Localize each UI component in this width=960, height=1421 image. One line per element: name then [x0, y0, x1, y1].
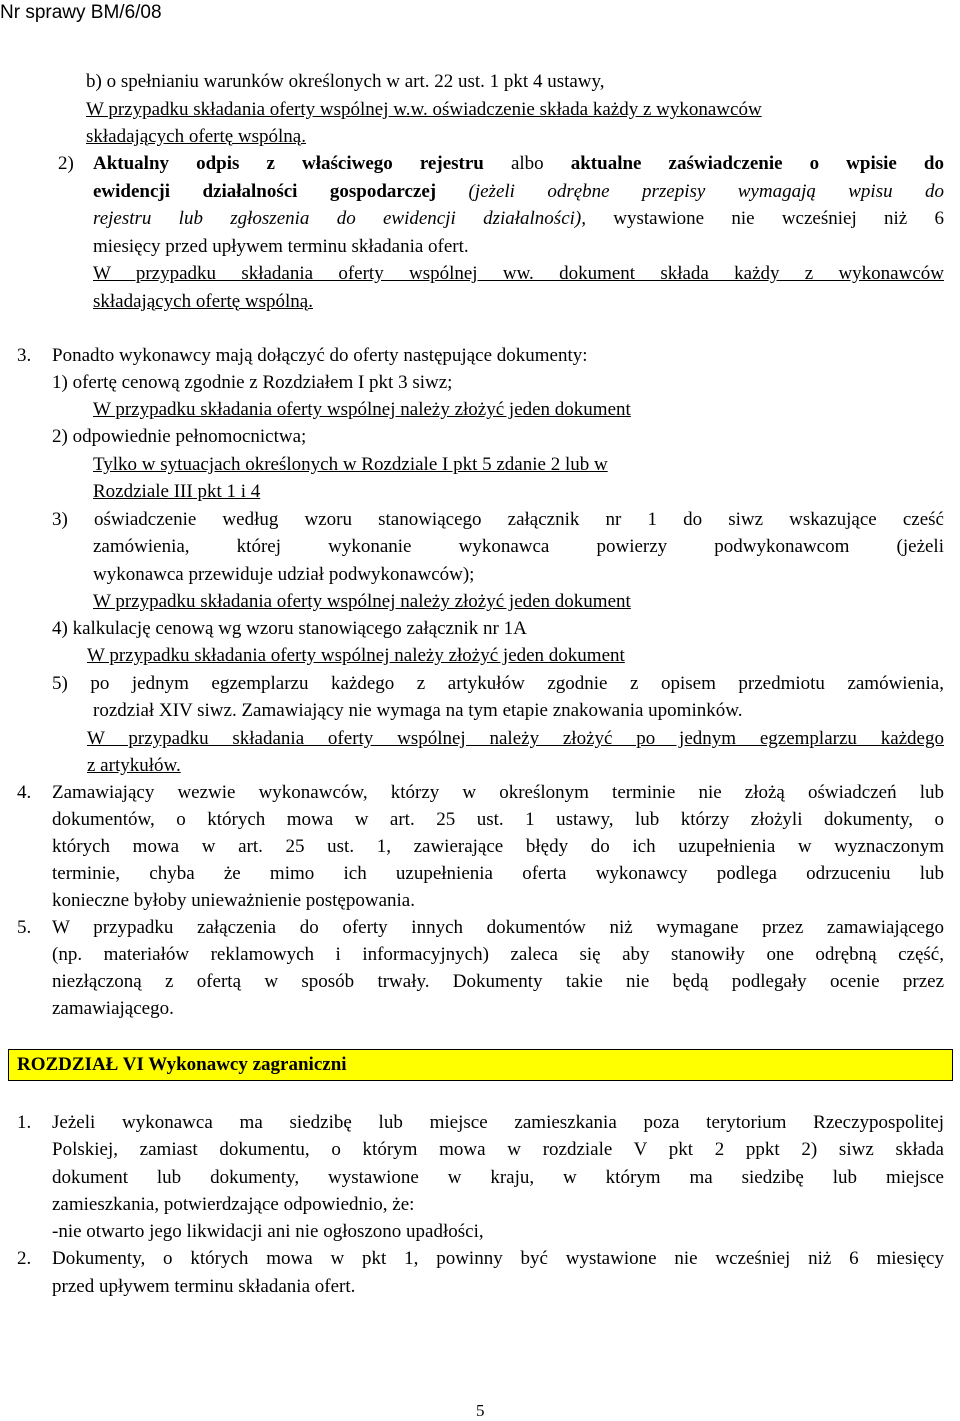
item-3-2: 2) odpowiednie pełnomocnictwa; [52, 426, 307, 447]
item-2-italic-b: rejestru lub zgłoszenia do ewidencji działalności), [93, 208, 586, 229]
item-3-3-line-1: 3) oświadczenie według wzoru stanowiącego załącznik nr 1 do siwz wskazujące cześć [52, 509, 944, 530]
chapter-heading: ROZDZIAŁ VI Wykonawcy zagraniczni [17, 1054, 347, 1075]
item-3-5-note-cont: z artykułów. [87, 755, 181, 776]
chapter-item-2-line-1: Dokumenty, o których mowa w pkt 1, powinny być wystawione nie wcześniej niż 6 miesięcy [52, 1248, 944, 1269]
item-3-3-line-3: wykonawca przewiduje udział podwykonawców); [93, 564, 475, 585]
chapter-item-1-line-5: -nie otwarto jego likwidacji ani nie ogłoszono upadłości, [52, 1221, 484, 1242]
chapter-item-2-line-2: przed upływem terminu składania ofert. [52, 1276, 356, 1297]
item-2-note-cont: składających ofertę wspólną. [93, 291, 313, 312]
item-5-line-4: zamawiającego. [52, 998, 174, 1019]
item-2-line-2 [93, 180, 944, 204]
document-header: Nr sprawy BM/6/08 [0, 2, 162, 23]
item-3-5-line-1: 5) po jednym egzemplarzu każdego z artykułów zgodnie z opisem przedmiotu zamówienia, [52, 673, 944, 694]
item-5-number: 5. [17, 917, 32, 938]
item-3-5-note: W przypadku składania oferty wspólnej należy złożyć po jednym egzemplarzu każdego [87, 728, 944, 749]
item-b-note: W przypadku składania oferty wspólnej w.w. oświadczenie składa każdy z wykonawców [86, 99, 762, 120]
item-3-1: 1) ofertę cenową zgodnie z Rozdziałem I pkt 3 siwz; [52, 372, 453, 393]
item-2-bold-a: Aktualny odpis z właściwego rejestru [93, 153, 484, 174]
item-4-line-5: konieczne byłoby unieważnienie postępowania. [52, 890, 415, 911]
item-2-line-1 [93, 152, 944, 176]
item-2-line-4: miesięcy przed upływem terminu składania ofert. [93, 236, 469, 257]
item-3-2-note-cont: Rozdziale III pkt 1 i 4 [93, 481, 261, 502]
page-number: 5 [476, 1401, 485, 1420]
item-4-line-3: których mowa w art. 25 ust. 1, zawierające błędy do ich uzupełnienia w wyznaczonym [52, 836, 944, 857]
item-4-line-1: Zamawiający wezwie wykonawców, którzy w określonym terminie nie złożą oświadczeń lub [52, 782, 944, 803]
item-5-line-1: W przypadku załączenia do oferty innych dokumentów niż wymagane przez zamawiającego [52, 917, 944, 938]
item-3-5-line-2: rozdział XIV siwz. Zamawiający nie wymaga na tym etapie znakowania upominków. [93, 700, 743, 721]
item-3-4-note: W przypadku składania oferty wspólnej należy złożyć jeden dokument [87, 645, 625, 666]
item-2-normal: wystawione nie wcześniej niż 6 [586, 208, 945, 229]
item-2-number: 2) [58, 153, 74, 174]
item-2-mid: albo [483, 153, 571, 174]
item-3-3-line-2: zamówienia, której wykonanie wykonawca powierzy podwykonawcom (jeżeli [93, 536, 944, 557]
chapter-item-1-line-2: Polskiej, zamiast dokumentu, o którym mowa w rozdziale V pkt 2 ppkt 2) siwz składa [52, 1139, 944, 1160]
item-2-italic-a: (jeżeli odrębne przepisy wymagają wpisu do [436, 181, 944, 202]
item-3-4: 4) kalkulację cenową wg wzoru stanowiącego załącznik nr 1A [52, 618, 527, 639]
item-3-2-note: Tylko w sytuacjach określonych w Rozdziale I pkt 5 zdanie 2 lub w [93, 454, 608, 475]
item-2-line-3 [93, 207, 944, 231]
chapter-item-1-number: 1. [17, 1112, 32, 1133]
item-2-bold-b: aktualne zaświadczenie o wpisie do [570, 153, 944, 174]
chapter-item-1-line-3: dokument lub dokumenty, wystawione w kraju, w którym ma siedzibę lub miejsce [52, 1167, 944, 1188]
item-2-bold-c: ewidencji działalności gospodarczej [93, 181, 437, 202]
item-3-3-note: W przypadku składania oferty wspólnej należy złożyć jeden dokument [93, 591, 631, 612]
item-5-line-3: niezłączoną z ofertą w sposób trwały. Dokumenty takie nie będą podlegały ocenie przez [52, 971, 944, 992]
item-5-line-2: (np. materiałów reklamowych i informacyjnych) zaleca się aby stanowiły one odrębną część, [52, 944, 944, 965]
chapter-item-1-line-4: zamieszkania, potwierdzające odpowiednio, że: [52, 1194, 415, 1215]
item-4-number: 4. [17, 782, 32, 803]
item-3-1-note: W przypadku składania oferty wspólnej należy złożyć jeden dokument [93, 399, 631, 420]
item-b-note-cont: składających ofertę wspólną. [86, 126, 306, 147]
item-b-line: b) o spełnianiu warunków określonych w art. 22 ust. 1 pkt 4 ustawy, [86, 71, 605, 92]
item-3-intro: Ponadto wykonawcy mają dołączyć do oferty następujące dokumenty: [52, 345, 588, 366]
item-4-line-2: dokumentów, o których mowa w art. 25 ust. 1 ustawy, lub którzy złożyli dokumenty, o [52, 809, 944, 830]
chapter-item-2-number: 2. [17, 1248, 32, 1269]
chapter-item-1-line-1: Jeżeli wykonawca ma siedzibę lub miejsce zamieszkania poza terytorium Rzeczypospolitej [52, 1112, 944, 1133]
item-4-line-4: terminie, chyba że mimo ich uzupełnienia oferta wykonawcy podlega odrzuceniu lub [52, 863, 944, 884]
item-3-number: 3. [17, 345, 32, 366]
item-2-note: W przypadku składania oferty wspólnej ww. dokument składa każdy z wykonawców [93, 263, 944, 284]
